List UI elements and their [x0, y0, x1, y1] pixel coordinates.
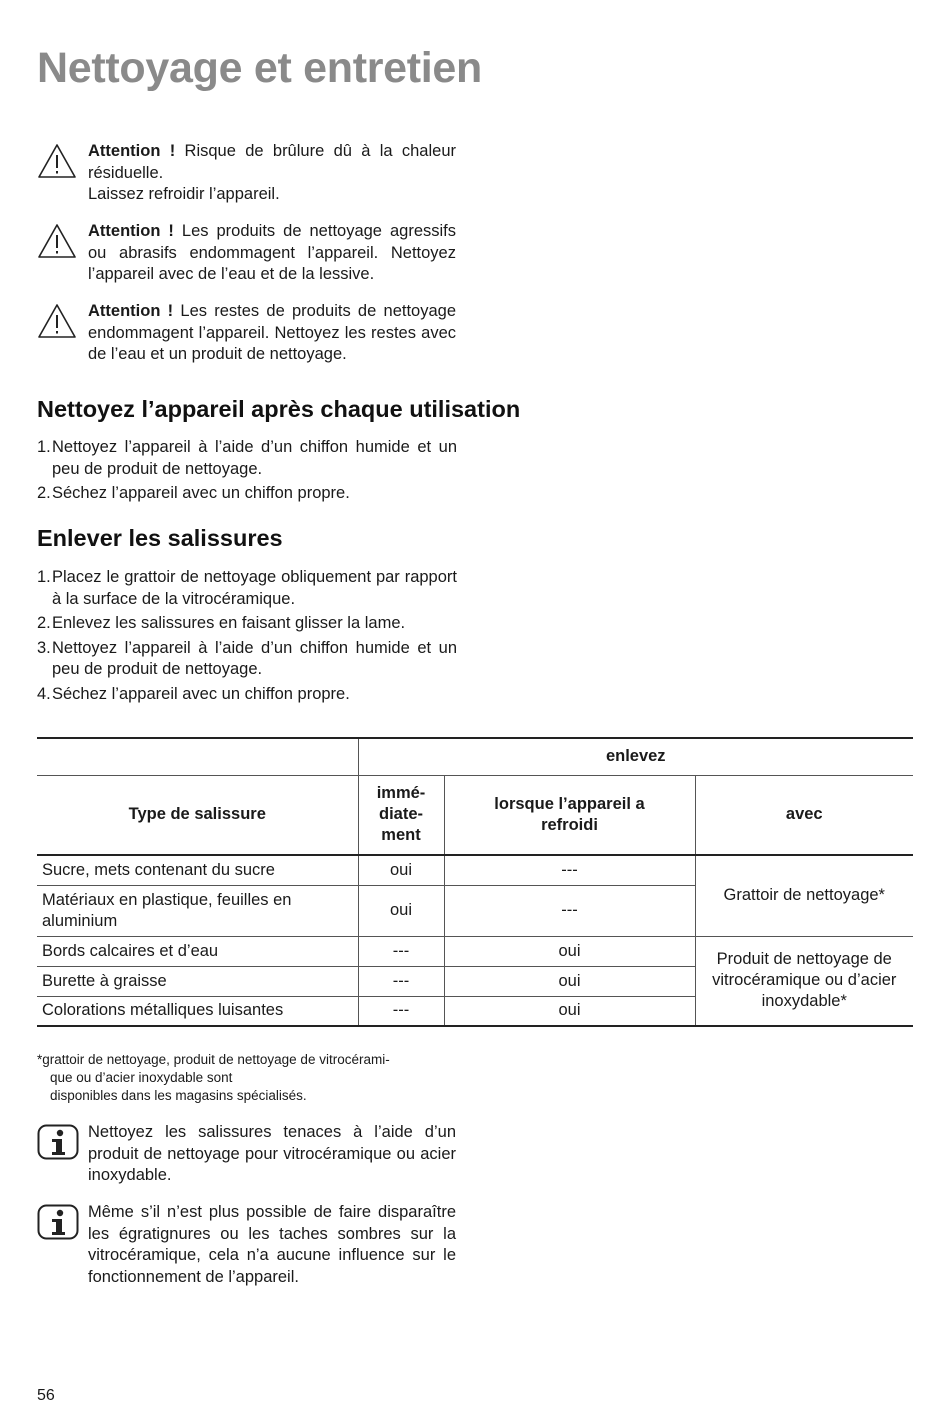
warning-triangle-icon [37, 303, 77, 339]
cell-immediately: --- [358, 996, 444, 1026]
warning-label: Attention ! [88, 222, 174, 240]
step-number: 1. [37, 568, 51, 586]
cell-immediately: --- [358, 936, 444, 966]
header-with: avec [695, 775, 913, 855]
cell-when-cooled: --- [444, 885, 695, 936]
section-title-after-use: Nettoyez l’appareil après chaque utilisation [37, 396, 521, 422]
step-number: 4. [37, 684, 51, 703]
step-text: Nettoyez l’appareil à l’aide d’un chiffon humide et un peu de produit de nettoyage. [52, 438, 457, 478]
cell-type: Colorations métalliques luisantes [37, 996, 358, 1026]
footnote-line: que ou d’acier inoxydable sont [50, 1070, 233, 1085]
cell-when-cooled: oui [444, 996, 695, 1026]
page-number: 56 [37, 1387, 55, 1404]
cell-type: Burette à graisse [37, 966, 358, 996]
list-item [37, 437, 457, 480]
warning-text [88, 301, 456, 366]
warning-line: Laissez refroidir l’appareil. [88, 185, 280, 203]
step-number: 2. [37, 484, 51, 502]
cell-type: Bords calcaires et d’eau [37, 936, 358, 966]
step-text: Nettoyez l’appareil à l’aide d’un chiffon humide et un peu de produit de nettoyage. [52, 638, 457, 678]
footnote-line: *grattoir de nettoyage, produit de nettoyage de vitrocérami- [37, 1052, 390, 1067]
step-number: 2. [37, 614, 51, 632]
cell-type: Sucre, mets contenant du sucre [37, 855, 358, 885]
warning-line: Les restes de produits de nettoyage endommagent l’appareil. Nettoyez les restes avec de l’eau et un produit de nettoyage. [88, 302, 457, 363]
info-icon [37, 1204, 79, 1240]
warning-text [88, 141, 456, 206]
info-text: Même s’il n’est plus possible de faire disparaître les égratignures ou les taches sombres sur la vitrocéramique, cela n’a aucune influence sur le fonctionnement de l’appareil. [88, 1203, 456, 1286]
list-item [37, 483, 457, 505]
warning-line: Risque de brûlure dû à la chaleur résiduelle. [88, 142, 456, 182]
info-icon [37, 1124, 79, 1160]
warning-text [88, 221, 456, 286]
step-text: Enlevez les salissures en faisant glisser la lame. [52, 614, 406, 632]
warning-line: Les produits de nettoyage agressifs ou abrasifs endommagent l’appareil. Nettoyez l’appareil avec de l’eau et de la lessive. [88, 222, 457, 283]
warning-triangle-icon [37, 143, 77, 179]
cell-immediately: oui [358, 885, 444, 936]
footnote [37, 1051, 457, 1105]
list-item [37, 638, 457, 681]
dirt-removal-table [37, 737, 913, 1027]
list-item [37, 613, 457, 635]
cell-immediately: oui [358, 855, 444, 885]
header-when-cooled: lorsque l’appareil a refroidi [444, 775, 695, 855]
table-row [37, 936, 913, 966]
steps-remove-dirt [37, 567, 457, 708]
steps-after-use [37, 437, 457, 508]
step-number: 3. [37, 638, 51, 657]
page-title: Nettoyage et entretien [37, 44, 483, 92]
header-immediately: immé- diate- ment [358, 775, 444, 855]
step-text: Séchez l’appareil avec un chiffon propre. [52, 684, 350, 703]
step-text: Placez le grattoir de nettoyage obliquement par rapport à la surface de la vitrocéramique. [52, 568, 457, 608]
list-item [37, 567, 457, 610]
step-number: 1. [37, 438, 51, 456]
warning-label: Attention ! [88, 142, 176, 160]
cell-when-cooled: oui [444, 966, 695, 996]
step-text: Séchez l’appareil avec un chiffon propre. [52, 484, 350, 502]
cell-when-cooled: oui [444, 936, 695, 966]
warning-triangle-icon [37, 223, 77, 259]
warning-label: Attention ! [88, 302, 174, 320]
header-type: Type de salissure [37, 775, 358, 855]
header-remove: enlevez [358, 738, 913, 775]
cell-when-cooled: --- [444, 855, 695, 885]
cell-with-cleaner: Produit de nettoyage de vitrocéramique ou d’acier inoxydable* [695, 936, 913, 1026]
table-row [37, 855, 913, 885]
list-item [37, 684, 457, 706]
cell-immediately: --- [358, 966, 444, 996]
section-title-remove-dirt: Enlever les salissures [37, 525, 283, 551]
cell-with-scraper: Grattoir de nettoyage* [695, 855, 913, 936]
table-corner [37, 738, 358, 775]
info-text: Nettoyez les salissures tenaces à l’aide d’un produit de nettoyage pour vitrocéramique ou acier inoxydable. [88, 1123, 456, 1184]
footnote-line: disponibles dans les magasins spécialisés. [50, 1088, 307, 1103]
cell-type: Matériaux en plastique, feuilles en aluminium [37, 885, 358, 936]
